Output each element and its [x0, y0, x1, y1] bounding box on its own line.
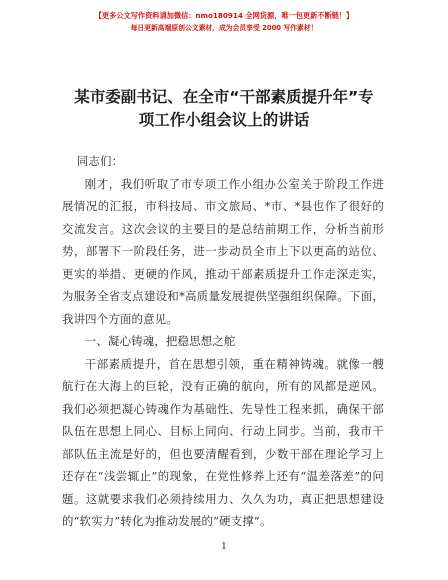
- salutation: 同志们：: [76, 154, 124, 168]
- promo-banner-line1: 【更多公文写作资料请加微信：nmo180914 全网货源，唯一包更新不断链！】: [94, 11, 354, 20]
- page-number: 1: [221, 542, 227, 552]
- promo-banner: [0, 10, 448, 34]
- section-heading: 一、凝心铸魂，把稳思想之舵: [84, 334, 236, 348]
- document-body: [62, 150, 384, 533]
- body-paragraph: 刚才，我们听取了市专项工作小组办公室关于阶段工作进展情况的汇报，市科技局、市文旅局、*市、*县也作了很好的交流发言。这次会议的主要目的是总结前期工作，分析当前形势，部署下一阶段任务，进一步动员全市上下以更高的站位、更实的举措、更硬的作风，推动干部素质提升工作走深走实，为服务全省支点建设和*高质量发展提供坚强组织保障。下面，我讲四个方面的意见。: [62, 176, 384, 326]
- document-title-line1: 某市委副书记、在全市“干部素质提升年”专: [74, 88, 374, 106]
- body-paragraph: 干部素质提升，首在思想引领，重在精神铸魂。就像一艘航行在大海上的巨轮，没有正确的航向，所有的风都是逆风。我们必须把凝心铸魂作为基础性、先导性工程来抓，确保干部队伍在思想上同心、目标上同向、行动上同步。当前，我市干部队伍主流是好的，但也要清醒看到，少数干部在理论学习上还存在“浅尝辄止”的现象，在党性修养上还有“温差落差”的问题。这就要求我们必须持续用力、久久为功，真正把思想建设的“软实力”转化为推动发展的“硬支撑”。: [62, 356, 384, 528]
- document-title-line2: 项工作小组会议上的讲话: [138, 111, 310, 129]
- promo-banner-line2: 每日更新高端原创公文素材，成为会员享受 2000 写作素材！: [130, 24, 318, 32]
- document-title: [60, 86, 388, 132]
